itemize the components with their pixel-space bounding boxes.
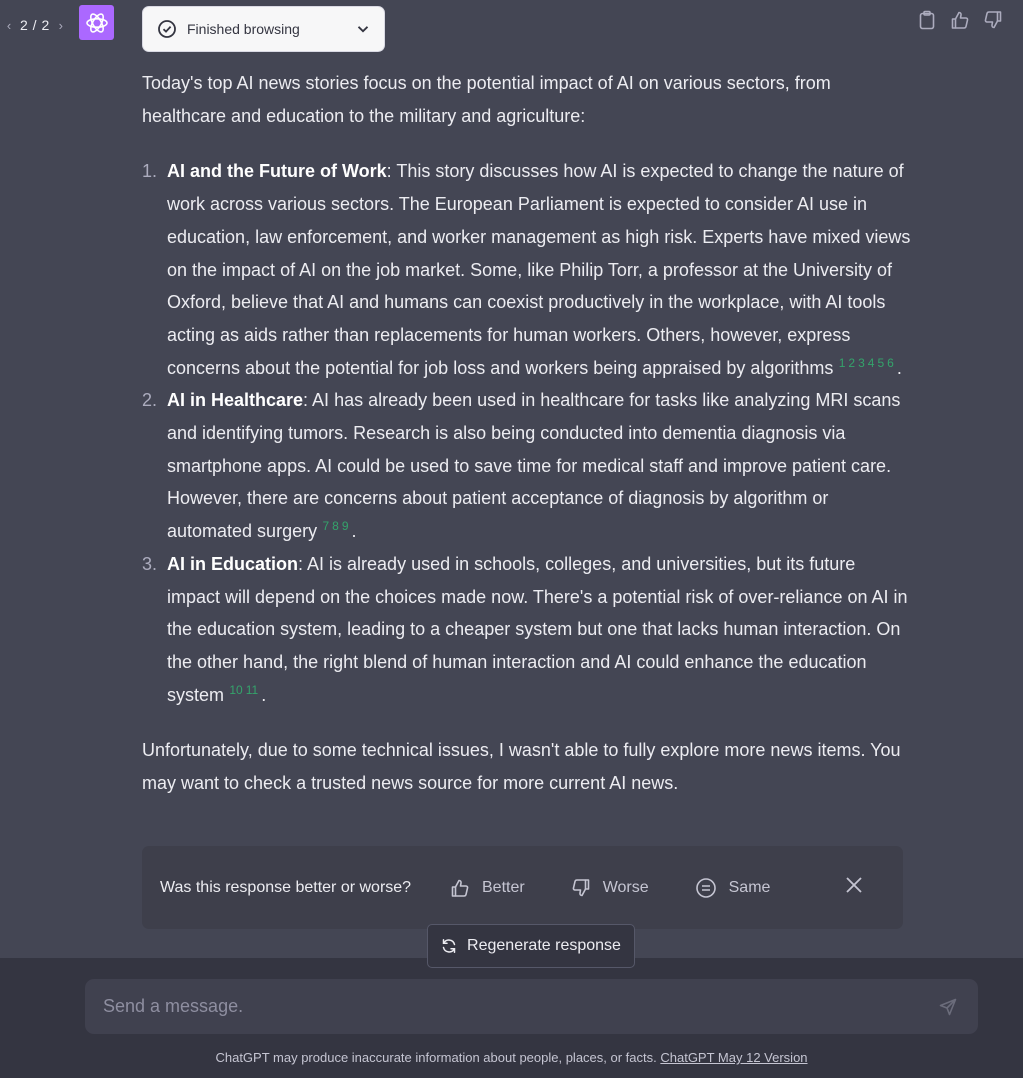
citation-link[interactable]: 5 — [877, 355, 885, 370]
send-icon — [939, 998, 957, 1016]
clipboard-icon — [918, 10, 936, 30]
disclaimer-footer — [0, 1050, 1023, 1065]
item-title: AI in Education — [167, 553, 299, 574]
citation-link[interactable]: 2 — [848, 355, 856, 370]
assistant-avatar — [79, 5, 114, 40]
better-label: Better — [482, 878, 525, 896]
citation-link[interactable]: 7 — [322, 519, 330, 534]
list-number: 1. — [142, 161, 158, 182]
citation-link[interactable]: 3 — [858, 355, 865, 370]
close-icon — [845, 876, 863, 894]
assistant-message — [142, 67, 912, 800]
pager-label: 2 / 2 — [20, 17, 50, 33]
list-item: 1. AI and the Future of Work: This story discusses how AI is expected to change the nature of work across various sectors. The European Parliament is expected to consider AI use in education, law enforcement, and worker management as high risk. Experts have mixed views on the impact of AI on the job market. Some, like Philip Torr, a professor at the University of Oxford, believe that AI and humans can coexist productively in the workplace, with AI tools acting as aids rather than replacements for human workers. Others, however, express concerns about the potential for job loss and workers being appraised by algorithms $^{1 2 3 4 5 6}$ . — [142, 155, 912, 384]
chevron-left-icon[interactable]: ‹ — [6, 17, 12, 33]
openai-logo-icon — [84, 10, 110, 36]
chevron-down-icon[interactable] — [356, 22, 370, 36]
citation-link[interactable]: 4 — [867, 355, 875, 370]
list-number: 2. — [142, 390, 158, 411]
citation-link[interactable]: 10 — [229, 682, 243, 697]
chevron-right-icon[interactable]: › — [58, 17, 63, 33]
item-body: : AI is already used in schools, colleges, and universities, but its future impact will depend on the choices made now. There's a potential risk of over-reliance on AI in the education system, leading to a cheaper system but one that lacks human interaction. On the other hand, the right blend of human interaction and AI could enhance the education system — [167, 553, 908, 705]
thumbs-up-icon — [450, 878, 470, 898]
worse-label: Worse — [602, 878, 649, 896]
citation-group — [319, 519, 351, 533]
citation-link[interactable]: 8 — [332, 519, 339, 534]
equal-circle-icon — [695, 877, 717, 899]
feedback-question: Was this response better or worse? — [160, 878, 412, 896]
disclaimer-text: ChatGPT may produce inaccurate information about people, places, or facts. — [215, 1050, 661, 1065]
citation-group — [226, 683, 261, 697]
comparison-feedback-box — [142, 846, 903, 929]
same-button[interactable] — [695, 877, 771, 899]
regenerate-response-button[interactable] — [427, 924, 635, 968]
news-list — [142, 155, 912, 711]
list-item: 2. AI in Healthcare: AI has already been used in healthcare for tasks like analyzing MRI scans and identifying tumors. Research is also being conducted into dementia diagnosis via smartphone apps. AI could be used to save time for medical staff and improve patient care. However, there are concerns about patient acceptance of diagnosis by algorithm or automated surgery $^{7 8 9}$ . — [142, 384, 912, 548]
citation-group — [835, 356, 896, 370]
citation-link[interactable]: 1 — [838, 355, 846, 370]
better-button[interactable] — [450, 878, 525, 898]
version-link[interactable]: ChatGPT May 12 Version — [660, 1050, 808, 1065]
message-intro: Today's top AI news stories focus on the potential impact of AI on various sectors, from healthcare and education to the military and agriculture: — [142, 73, 831, 126]
citation-link[interactable]: 11 — [245, 682, 259, 697]
thumbs-up-button[interactable] — [949, 9, 970, 30]
browsing-status-label: Finished browsing — [187, 21, 300, 37]
send-button[interactable] — [936, 995, 960, 1019]
message-composer — [85, 979, 978, 1034]
refresh-icon — [441, 938, 457, 954]
thumbs-down-icon — [571, 878, 591, 898]
citation-link[interactable]: 6 — [887, 355, 894, 370]
browsing-status-pill[interactable] — [142, 6, 385, 52]
regenerate-label: Regenerate response — [467, 937, 621, 954]
worse-button[interactable] — [571, 878, 649, 898]
citation-link[interactable]: 9 — [341, 519, 349, 534]
copy-button[interactable] — [916, 9, 937, 30]
thumbs-down-icon — [983, 10, 1003, 30]
thumbs-up-icon — [950, 10, 970, 30]
thumbs-down-button[interactable] — [982, 9, 1003, 30]
item-title: AI in Healthcare — [167, 390, 304, 411]
list-item: 3. AI in Education: AI is already used in schools, colleges, and universities, but its future impact will depend on the choices made now. There's a potential risk of over-reliance on AI in the education system, leading to a cheaper system but one that lacks human interaction. On the other hand, the right blend of human interaction and AI could enhance the education system $^{10 11}$ . — [142, 548, 912, 712]
same-label: Same — [728, 878, 771, 896]
response-pager — [4, 15, 66, 35]
check-circle-icon — [157, 19, 177, 39]
list-number: 3. — [142, 553, 158, 574]
item-body: : This story discusses how AI is expected to change the nature of work across various sectors. The European Parliament is expected to consider AI use in education, law enforcement, and worker management as high risk. Experts have mixed views on the impact of AI on the job market. Some, like Philip Torr, a professor at the University of Oxford, believe that AI and humans can coexist productively in the workplace, with AI tools acting as aids rather than replacements for human workers. Others, however, express concerns about the potential for job loss and workers being appraised by algorithms — [167, 161, 911, 378]
message-outro: Unfortunately, due to some technical issues, I wasn't able to fully explore more news items. You may want to check a trusted news source for more current AI news. — [142, 740, 901, 794]
message-input[interactable] — [103, 996, 936, 1017]
item-title: AI and the Future of Work — [167, 161, 387, 182]
close-feedback-button[interactable] — [845, 876, 863, 899]
message-actions — [916, 9, 1003, 30]
item-body: : AI has already been used in healthcare for tasks like analyzing MRI scans and identifying tumors. Research is also being conducted into dementia diagnosis via smartphone apps. AI could be used to save time for medical staff and improve patient care. However, there are concerns about patient acceptance of diagnosis by algorithm or automated surgery — [167, 390, 901, 542]
